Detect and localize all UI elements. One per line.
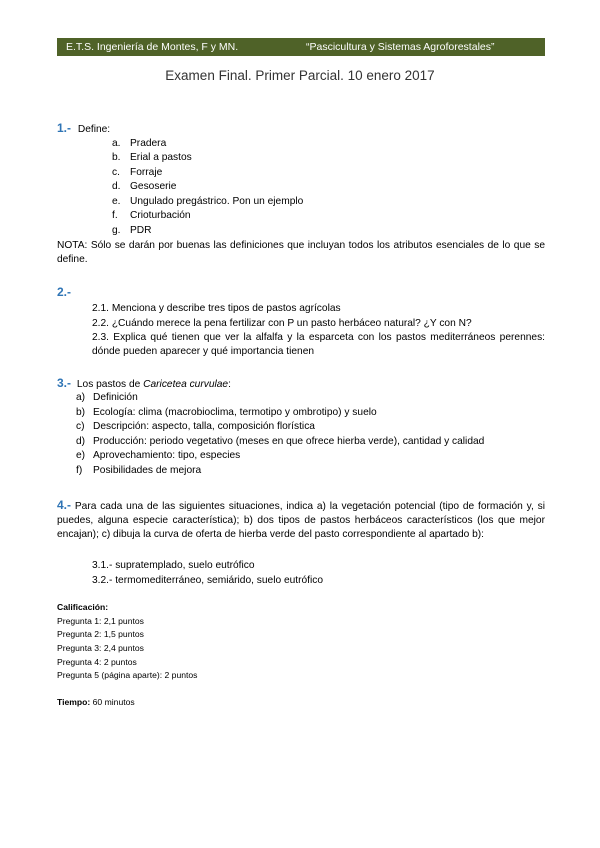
grading-title: Calificación: bbox=[57, 602, 109, 612]
grading-line: Pregunta 3: 2,4 puntos bbox=[57, 643, 144, 653]
question-3-intro-suffix: : bbox=[228, 379, 231, 390]
question-2-item-1: 2.1. Menciona y describe tres tipos de pastos agrícolas bbox=[92, 303, 341, 314]
question-4-item-2: 3.2.- termomediterráneo, semiárido, suelo eutrófico bbox=[92, 575, 324, 586]
grading-line: Pregunta 2: 1,5 puntos bbox=[57, 629, 144, 639]
question-4-text: Para cada una de las siguientes situaciones, indica a) la vegetación potencial (tipo de formación y, si puedes, alguna especie característica); b) dos tipos de pastos herbáceos característicos (los que mejor encajan); c) dibuja la curva de oferta de hierba verde del pasto correspondiente al apartado b): bbox=[57, 501, 545, 540]
question-1-heading bbox=[57, 121, 110, 137]
question-1-intro: Define: bbox=[77, 124, 111, 135]
question-3-heading bbox=[57, 376, 231, 392]
question-2-item-2: 2.2. ¿Cuándo merece la pena fertilizar con P un pasto herbáceo natural? ¿Y con N? bbox=[92, 318, 472, 329]
question-2-number: 2.- bbox=[57, 285, 72, 299]
page-title: Examen Final. Primer Parcial. 10 enero 2017 bbox=[165, 68, 435, 83]
question-1-note: NOTA: Sólo se darán por buenas las definiciones que incluyan todos los atributos esenciales de lo que se define. bbox=[57, 240, 545, 265]
time-line bbox=[57, 696, 135, 710]
question-2-item-3: 2.3. Explica qué tienen que ver la alfalfa y la esparceta con los pastos mediterráneos perennes: dónde pueden aparecer y qué importancia tienen bbox=[92, 332, 545, 357]
question-2-heading bbox=[57, 285, 71, 301]
time-value: 60 minutos bbox=[92, 697, 135, 707]
question-4-item-1: 3.1.- supratemplado, suelo eutrófico bbox=[92, 560, 255, 571]
question-4-number: 4.- bbox=[57, 498, 72, 512]
question-3-intro-prefix: Los pastos de bbox=[76, 379, 141, 390]
question-3-number: 3.- bbox=[57, 376, 72, 390]
time-label: Tiempo: bbox=[57, 697, 91, 707]
question-3-species: Caricetea curvulae bbox=[143, 379, 229, 390]
grading-line: Pregunta 4: 2 puntos bbox=[57, 657, 137, 667]
grading-line: Pregunta 5 (página aparte): 2 puntos bbox=[57, 670, 198, 680]
question-1-number: 1.- bbox=[57, 121, 72, 135]
header-bar bbox=[57, 38, 545, 56]
question-4-body bbox=[57, 498, 545, 542]
grading-line: Pregunta 1: 2,1 puntos bbox=[57, 616, 144, 626]
header-course: “Pascicultura y Sistemas Agroforestales” bbox=[306, 41, 495, 53]
header-school: E.T.S. Ingeniería de Montes, F y MN. bbox=[66, 41, 239, 53]
